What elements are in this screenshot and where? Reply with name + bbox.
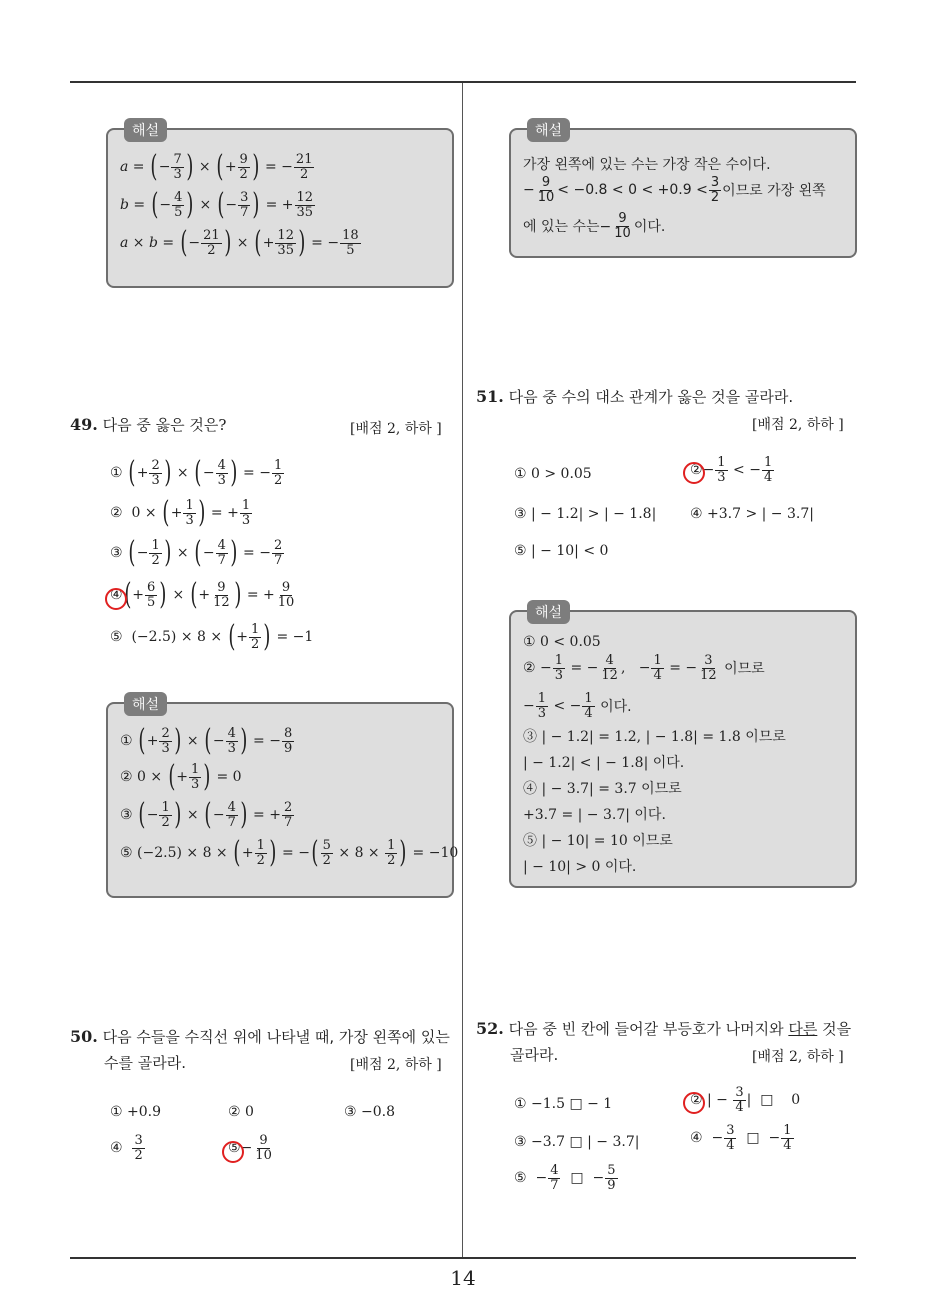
q52-title-line2: 골라라. <box>510 1046 559 1064</box>
explanation-label: 해설 <box>124 118 167 142</box>
q51-exp-line7: +3.7 = | − 3.7| 이다. <box>523 807 666 823</box>
q50-title: 50. 다음 수들을 수직선 위에 나타낼 때, 가장 왼쪽에 있는 <box>70 1027 450 1046</box>
q49-title: 49. 다음 중 옳은 것은? <box>70 415 227 434</box>
q52-option-4[interactable]: ④ − $\frac{3}{4}$ □ − $\frac{1}{4}$ <box>690 1123 792 1153</box>
q48-line-ab: a × b = ( − $\frac{21}{2}$ ) × ( + $\frac{12}{35}$ ) = − $\frac{18}{5}$ <box>120 225 359 260</box>
q51-exp-line2: ② − $\frac{1}{3}$ = − $\frac{4}{12}$ , − $\frac{1}{4}$ = − $\frac{3}{12}$ 이므로 <box>523 653 765 683</box>
q49-exp-line5: ⑤ (−2.5) × 8 × ( + $\frac{1}{2}$ ) = − ( $\frac{5}{2}$ × 8 × $\frac{1}{2}$ ) = −10 <box>120 835 459 870</box>
q49-exp-line3: ③ ( − $\frac{1}{2}$ ) × ( − $\frac{4}{7}$ ) = + $\frac{2}{7}$ <box>120 797 293 832</box>
q48-explanation-box <box>106 123 454 288</box>
q51-exp-line9: | − 10| > 0 이다. <box>523 859 637 875</box>
q50-title-line2: 수를 골라라. <box>104 1054 186 1072</box>
q49-option-2[interactable]: ② 0 × ( + $\frac{1}{3}$ ) = + $\frac{1}{3}$ <box>110 495 251 530</box>
q50-exp-line2: − $\frac{9}{10}$ < −0.8 < 0 < +0.9 < $\frac{3}{2}$ 이므로 가장 왼쪽 <box>523 175 826 205</box>
q52-option-5[interactable]: ⑤ − $\frac{4}{7}$ □ − $\frac{5}{9}$ <box>514 1163 616 1193</box>
page-number: 14 <box>450 1266 476 1290</box>
q52-option-1[interactable]: ① −1.5 □ − 1 <box>514 1096 613 1112</box>
q50-exp-line1: 가장 왼쪽에 있는 수는 가장 작은 수이다. <box>523 157 771 173</box>
q50-option-1[interactable]: ① +0.9 <box>110 1104 161 1120</box>
q50-option-2[interactable]: ② 0 <box>228 1104 254 1120</box>
column-divider <box>462 83 463 1258</box>
q49-option-3[interactable]: ③ ( − $\frac{1}{2}$ ) × ( − $\frac{4}{7}$ ) = − $\frac{2}{7}$ <box>110 535 283 570</box>
q51-option-1[interactable]: ① 0 > 0.05 <box>514 466 592 482</box>
bottom-rule <box>70 1257 856 1259</box>
q49-option-5[interactable]: ⑤ (−2.5) × 8 × ( + $\frac{1}{2}$ ) = −1 <box>110 619 314 654</box>
q49-answer-mark <box>105 588 127 610</box>
q51-exp-line6: ④ | − 3.7| = 3.7 이므로 <box>523 781 682 797</box>
q51-answer-mark <box>683 462 705 484</box>
q52-score: [배점 2, 하하 ] <box>752 1049 844 1065</box>
q48-line-a: a = ( − $\frac{7}{3}$ ) × ( + $\frac{9}{2}$ ) = − $\frac{21}{2}$ <box>120 149 313 184</box>
q49-option-1[interactable]: ① ( + $\frac{2}{3}$ ) × ( − $\frac{4}{3}$ ) = − $\frac{1}{2}$ <box>110 455 283 490</box>
q50-exp-line3: 에 있는 수는− $\frac{9}{10}$ 이다. <box>523 211 666 241</box>
q51-option-3[interactable]: ③ | − 1.2| > | − 1.8| <box>514 506 657 522</box>
q51-exp-line8: ⑤ | − 10| = 10 이므로 <box>523 833 673 849</box>
q51-explanation-box <box>509 605 857 888</box>
q50-score: [배점 2, 하하 ] <box>350 1057 442 1073</box>
q51-title: 51. 다음 중 수의 대소 관계가 옳은 것을 골라라. <box>476 387 794 406</box>
q49-exp-line2: ② 0 × ( + $\frac{1}{3}$ ) = 0 <box>120 759 242 794</box>
q51-option-5[interactable]: ⑤ | − 10| < 0 <box>514 543 609 559</box>
explanation-label: 해설 <box>124 692 167 716</box>
q51-score: [배점 2, 하하 ] <box>752 417 844 433</box>
q49-score: [배점 2, 하하 ] <box>350 421 442 437</box>
q49-option-4[interactable]: ④ ( + $\frac{6}{5}$ ) × ( + $\frac{9}{12}$ ) = + $\frac{9}{10}$ <box>110 577 295 612</box>
top-rule <box>70 81 856 83</box>
q51-exp-line5: | − 1.2| < | − 1.8| 이다. <box>523 755 685 771</box>
q51-exp-line1: ① 0 < 0.05 <box>523 634 601 650</box>
q51-option-4[interactable]: ④ +3.7 > | − 3.7| <box>690 506 814 522</box>
q50-answer-mark <box>222 1141 244 1163</box>
explanation-label: 해설 <box>527 600 570 624</box>
q51-exp-line3: − $\frac{1}{3}$ < − $\frac{1}{4}$ 이다. <box>523 691 632 721</box>
q51-option-2[interactable]: ② − $\frac{1}{3}$ < − $\frac{1}{4}$ <box>690 455 773 485</box>
q49-explanation-box <box>106 697 459 898</box>
q52-option-3[interactable]: ③ −3.7 □ | − 3.7| <box>514 1134 640 1150</box>
explanation-label: 해설 <box>527 118 570 142</box>
q48-line-b: b = ( − $\frac{4}{5}$ ) × ( − $\frac{3}{7}$ ) = + $\frac{12}{35}$ <box>120 187 314 222</box>
q52-title: 52. 다음 중 빈 칸에 들어갈 부등호가 나머지와 다른 것을 <box>476 1019 852 1038</box>
q52-answer-mark <box>683 1092 705 1114</box>
q51-exp-line4: ③ | − 1.2| = 1.2, | − 1.8| = 1.8 이므로 <box>523 729 786 745</box>
q50-explanation-box <box>509 123 857 258</box>
q50-option-5[interactable]: ⑤ − $\frac{9}{10}$ <box>228 1133 272 1163</box>
q50-option-3[interactable]: ③ −0.8 <box>344 1104 395 1120</box>
q52-option-2[interactable]: ② | − $\frac{3}{4}$ | □ 0 <box>690 1085 801 1115</box>
q50-option-4[interactable]: ④ $\frac{3}{2}$ <box>110 1133 143 1163</box>
q49-exp-line1: ① ( + $\frac{2}{3}$ ) × ( − $\frac{4}{3}$ ) = − $\frac{8}{9}$ <box>120 723 293 758</box>
